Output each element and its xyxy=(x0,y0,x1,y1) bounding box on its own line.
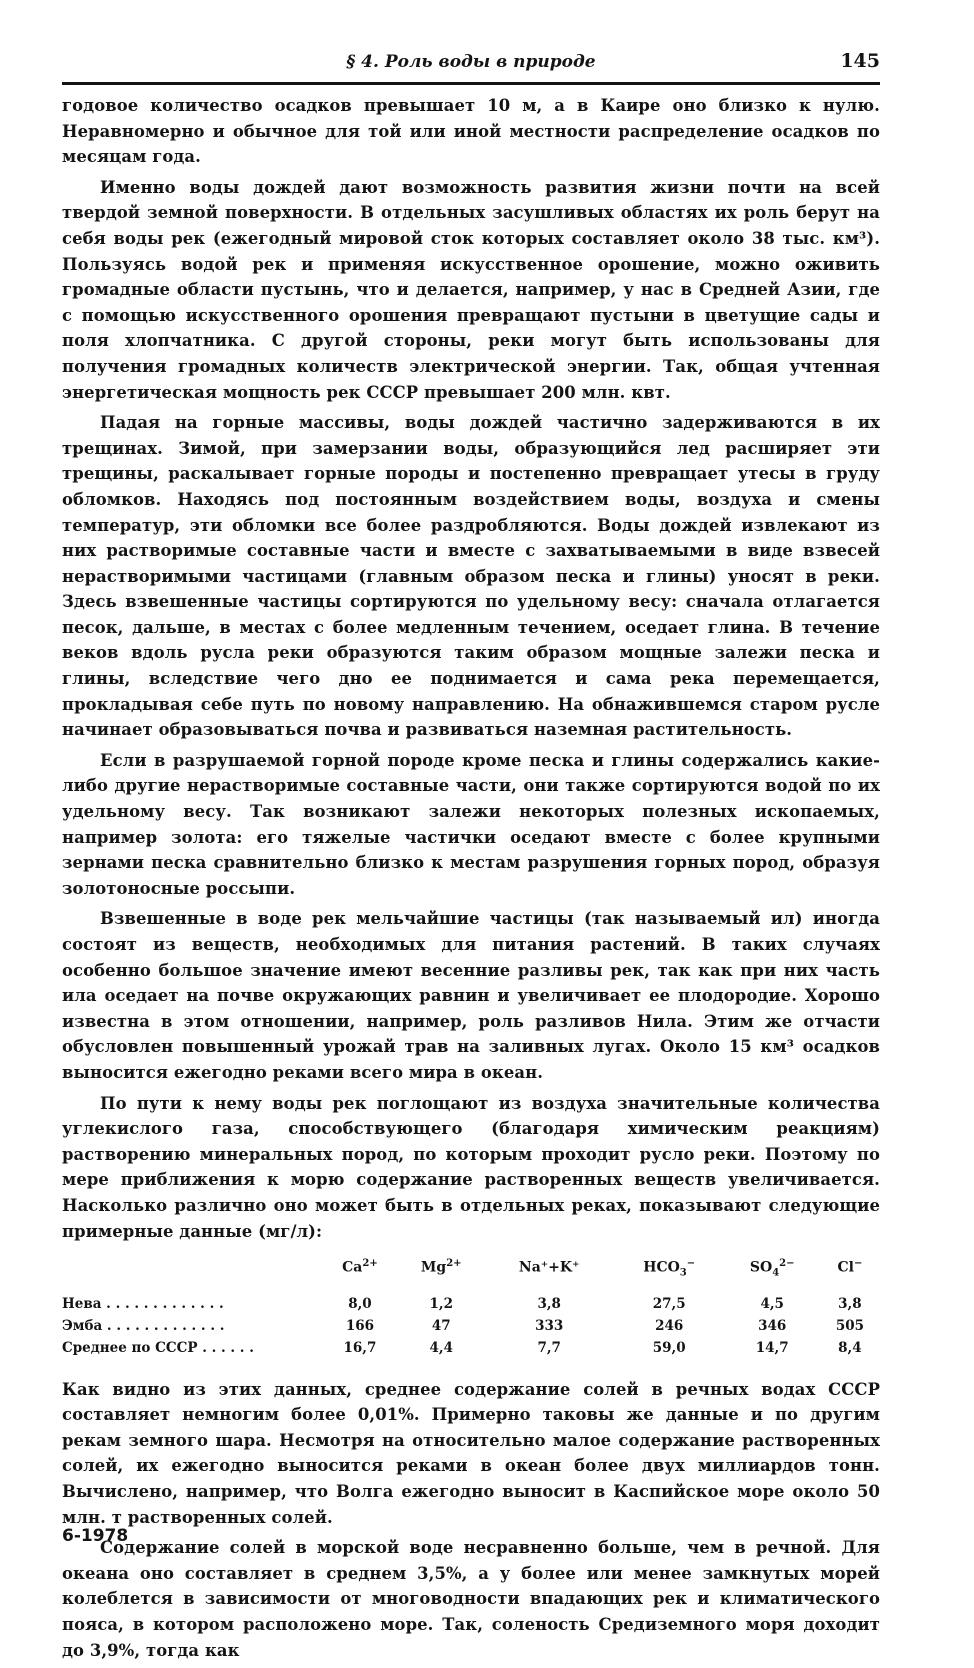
paragraph-3: Падая на горные массивы, воды дождей частично задерживаются в их трещинах. Зимой, при замерзании воды, образующийся лед расширяет эти трещины, раскалывает горные породы и постепенно превращает утесы в груду обломков. Находясь под постоянным воздействием воды, воздуха и смены температур, эти обломки все более раздробляются. Воды дождей извлекают из них растворимые составные части и вместе с захватываемыми в виде взвесей нерастворимыми частицами (главным образом песка и глины) уносят в реки. Здесь взвешенные частицы сортируются по удельному весу: сначала отлагается песок, дальше, в местах с более медленным течением, оседает глина. В течение веков вдоль русла реки образуются таким образом мощные залежи песка и глины, вследствие чего дно ее поднимается и сама река перемещается, прокладывая себе путь по новому направлению. На обнажившемся старом русле начинает образовываться почва и развиваться наземная растительность. xyxy=(62,413,880,740)
paragraph-5: Взвешенные в воде рек мельчайшие частицы (так называемый ил) иногда состоят из веществ, необходимых для питания растений. В таких случаях особенно большое значение имеют весенние разливы рек, так как при них часть ила оседает на почве окружающих равнин и увеличивает ее плодородие. Хорошо известна в этом отношении, например, роль разливов Нила. Этим же отчасти обусловлен повышенный урожай трав на заливных лугах. Около 15 км³ осадков выносится ежегодно реками всего мира в океан. xyxy=(62,909,880,1082)
page-number: 145 xyxy=(840,50,880,72)
column-header-ca: $Ca^{2+}$ xyxy=(342,1258,378,1276)
column-header-so4: $SO_4^{2-}$ xyxy=(749,1258,795,1279)
table-cell: 505 xyxy=(835,1317,864,1334)
table-cell: 8,4 xyxy=(838,1339,862,1356)
paragraph-8: Содержание солей в морской воде несравненно больше, чем в речной. Для океана оно составляет в среднем 3,5%, а у более или менее замкнутых морей колеблется в зависимости от многоводности впадающих рек и климатического пояса, в котором расположено море. Так, соленость Средиземного моря доходит до 3,9%, тогда как xyxy=(62,1538,880,1660)
river-salt-table xyxy=(62,1258,880,1358)
column-header-cl: Cl− xyxy=(837,1258,863,1276)
paragraph-6: По пути к нему воды рек поглощают из воздуха значительные количества углекислого газа, способствующего (благодаря химическим реакциям) растворению минеральных пород, по которым проходит русло реки. Поэтому по мере приближения к морю содержание растворенных веществ увеличивается. Насколько различно оно может быть в отдельных реках, показывают следующие примерные данные (мг/л): xyxy=(62,1093,880,1241)
paragraph-7: Как видно из этих данных, среднее содержание солей в речных водах СССР составляет немногим более 0,01%. Примерно таковы же данные и по другим рекам земного шара. Несмотря на относительно малое содержание растворенных солей, их ежегодно выносится реками в океан более двух миллиардов тонн. Вычислено, например, что Волга ежегодно выносит в Каспийское море около 50 млн. т растворенных солей. xyxy=(62,1379,880,1527)
table-cell: 27,5 xyxy=(652,1295,686,1312)
running-head xyxy=(62,48,880,85)
column-header-mg: $Mg^{2+}$ xyxy=(420,1258,462,1276)
table-cell: 3,8 xyxy=(537,1295,561,1312)
table-cell: 3,8 xyxy=(838,1295,862,1312)
table-row xyxy=(62,1293,880,1315)
printer-signature: 6-1978 xyxy=(62,1526,129,1546)
paragraph-1: годовое количество осадков превышает 10 м, а в Каире оно близко к нулю. Неравномерно и обычное для той или иной местности распределение осадков по месяцам года. xyxy=(62,96,880,167)
table-header-row xyxy=(62,1258,880,1292)
table-cell: 246 xyxy=(655,1317,684,1334)
table-cell: 4,5 xyxy=(760,1295,784,1312)
row-label: Нева . . . . . . . . . . . . . xyxy=(62,1295,224,1312)
table-corner xyxy=(62,1258,322,1292)
table-cell: 166 xyxy=(345,1317,375,1334)
table-cell: 8,0 xyxy=(348,1295,372,1312)
table-cell: 16,7 xyxy=(343,1339,377,1356)
running-title: § 4. Роль воды в природе xyxy=(346,52,596,72)
paragraph-2: Именно воды дождей дают возможность развития жизни почти на всей твердой земной поверхности. В отдельных засушливых областях их роль берут на себя воды рек (ежегодный мировой сток которых составляет около 38 тыс. км³). Пользуясь водой рек и применяя искусственное орошение, можно оживить громадные области пустынь, что и делается, например, у нас в Средней Азии, где с помощью искусственного орошения превращают пустыни в цветущие сады и поля хлопчатника. С другой стороны, реки могут быть использованы для получения громадных количеств электрической энергии. Так, общая учтенная энергетическая мощность рек СССР превышает 200 млн. квт. xyxy=(62,177,880,402)
body-text xyxy=(62,93,880,1663)
table-cell: 346 xyxy=(758,1317,787,1334)
book-page xyxy=(62,48,880,1668)
paragraph-4: Если в разрушаемой горной породе кроме песка и глины содержались какие-либо другие нерастворимые составные части, они также сортируются водой по их удельному весу. Так возникают залежи некоторых полезных ископаемых, например золота: его тяжелые частички оседают вместе с более крупными зернами песка сравнительно близко к местам разрушения горных пород, образуя золотоносные россыпи. xyxy=(62,750,880,898)
table-row xyxy=(62,1315,880,1337)
row-label: Среднее по СССР . . . . . . xyxy=(62,1339,254,1356)
table-cell: 7,7 xyxy=(537,1339,561,1356)
table-row xyxy=(62,1337,880,1359)
table-cell: 59,0 xyxy=(652,1339,686,1356)
table-cell: 14,7 xyxy=(755,1339,789,1356)
column-header-hco3: $HCO_3^-$ xyxy=(643,1258,696,1279)
table-cell: 333 xyxy=(535,1317,564,1334)
column-header-na-k: Na⁺+K⁺ xyxy=(518,1259,580,1276)
table-cell: 4,4 xyxy=(429,1339,453,1356)
table-cell: 47 xyxy=(431,1317,451,1334)
table-cell: 1,2 xyxy=(429,1295,453,1312)
row-label: Эмба . . . . . . . . . . . . . xyxy=(62,1317,225,1334)
